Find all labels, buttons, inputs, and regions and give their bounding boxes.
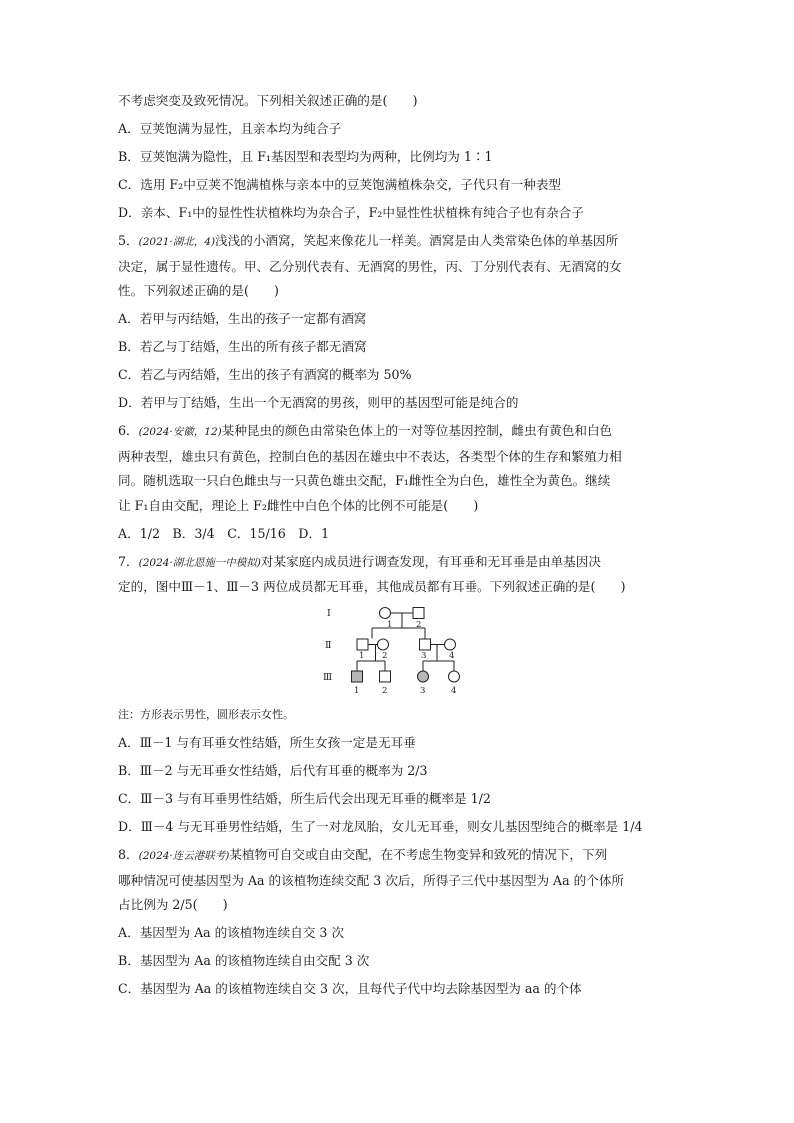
gen1-male-2 [413, 608, 424, 619]
q5-stem-line-2: 决定，属于显性遗传。甲、乙分别代表有、无酒窝的男性，丙、丁分别代表有、无酒窝的女 [118, 258, 622, 274]
q8-source: (2024·连云港联考) [138, 850, 230, 862]
q5-option-c: C．若乙与丙结婚，生出的孩子有酒窝的概率为 50% [118, 367, 412, 382]
gen-label-2: Ⅱ [325, 640, 332, 651]
gen2-female-2 [378, 639, 389, 650]
gen3-male-1-affected [352, 671, 363, 682]
q4-intro: 不考虑突变及致死情况。下列相关叙述正确的是( ) [118, 93, 418, 108]
document-page [118, 92, 688, 1008]
q6-stem-line-4: 让 F₁自由交配，理论上 F₂雌性中白色个体的比例不可能是( ) [118, 497, 479, 513]
q4-option-d: D．亲本、F₁中的显性性状植株均为杂合子，F₂中显性性状植株有纯合子也有杂合子 [118, 205, 584, 220]
q8-stem-line-3: 占比例为 2/5( ) [118, 897, 228, 912]
gen3-male-2 [380, 671, 391, 682]
q6-text-1: 某种昆虫的颜色由常染色体上的一对等位基因控制，雌虫有黄色和白色 [221, 423, 613, 438]
q5-number: 5． [118, 233, 139, 248]
q7-stem-line-2: 定的，图中Ⅲ－1、Ⅲ－3 两位成员都无耳垂，其他成员都有耳垂。下列叙述正确的是( ) [118, 579, 626, 594]
q6-options: A．1/2 B．3/4 C．15/16 D．1 [118, 525, 330, 541]
q7-text-1: 对某家庭内成员进行调查发现，有耳垂和无耳垂是由单基因决 [260, 553, 601, 569]
q5-stem-line-3: 性。下列叙述正确的是( ) [118, 283, 279, 298]
gen3-num-2: 2 [382, 686, 388, 696]
q7-option-d: D．Ⅲ－4 与无耳垂男性结婚，生了一对龙凤胎，女儿无耳垂，则女儿基因型纯合的概率是 1/4 [118, 819, 643, 834]
q6-stem-line-1 [118, 422, 688, 441]
gen-label-3: Ⅲ [323, 672, 333, 683]
gen1-num-2: 2 [416, 620, 422, 630]
q5-option-d: D．若甲与丁结婚，生出一个无酒窝的男孩，则甲的基因型可能是纯合的 [118, 395, 519, 410]
gen3-num-4: 4 [451, 686, 457, 696]
q8-option-c: C．基因型为 Aa 的该植物连续自交 3 次，且每代子代中均去除基因型为 aa 的个体 [118, 981, 582, 996]
gen1-num-1: 1 [387, 620, 393, 630]
q7-option-b: B．Ⅲ－2 与无耳垂女性结婚，后代有耳垂的概率为 2/3 [118, 763, 428, 778]
q6-source: (2024·安徽，12) [138, 426, 222, 438]
q7-option-a: A．Ⅲ－1 与有耳垂女性结婚，所生女孩一定是无耳垂 [118, 735, 416, 750]
q4-option-a: A．豆荚饱满为显性，且亲本均为纯合子 [118, 121, 342, 136]
gen2-num-1: 1 [359, 651, 365, 661]
q5-option-a: A．若甲与丙结婚，生出的孩子一定都有酒窝 [118, 311, 367, 326]
gen2-num-4: 4 [449, 651, 455, 661]
q4-option-c: C．选用 F₂中豆荚不饱满植株与亲本中的豆荚饱满植株杂交，子代只有一种表型 [118, 177, 562, 192]
pedigree-svg [323, 598, 467, 698]
q4-option-b: B．豆荚饱满为隐性，且 F₁基因型和表型均为两种，比例均为 1∶1 [118, 149, 493, 164]
q5-option-b: B．若乙与丁结婚，生出的所有孩子都无酒窝 [118, 339, 367, 354]
q6-number: 6． [118, 423, 139, 438]
q8-option-b: B．基因型为 Aa 的该植物连续自由交配 3 次 [118, 953, 370, 968]
q5-stem-line-1 [118, 232, 688, 251]
q7-stem-line-1 [118, 553, 688, 572]
gen2-male-3 [420, 639, 431, 650]
gen3-num-1: 1 [354, 686, 360, 696]
gen3-female-3-affected [418, 671, 429, 682]
q6-stem-line-2: 两种表型，雄虫只有黄色，控制白色的基因在雄虫中不表达，各类型个体的生存和繁殖力相 [118, 448, 622, 464]
gen2-female-4 [445, 639, 456, 650]
q8-stem-line-1 [118, 846, 688, 865]
q8-stem-line-2: 哪种情况可使基因型为 Aa 的该植物连续交配 3 次后，所得子三代中基因型为 Aa 的个体所 [118, 872, 625, 888]
gen-label-1: Ⅰ [327, 608, 331, 619]
q7-option-c: C．Ⅲ－3 与有耳垂男性结婚，所生后代会出现无耳垂的概率是 1/2 [118, 791, 491, 806]
gen3-female-4 [449, 671, 460, 682]
q8-option-a: A．基因型为 Aa 的该植物连续自交 3 次 [118, 925, 345, 940]
q8-number: 8． [118, 847, 139, 862]
gen2-male-1 [357, 639, 368, 650]
q5-source: (2021·湖北，4) [138, 236, 216, 248]
pedigree-chart [118, 598, 688, 702]
q8-text-1: 某植物可自交或自由交配，在不考虑生物变异和致死的情况下，下列 [229, 847, 608, 862]
gen3-num-3: 3 [420, 686, 426, 696]
gen2-num-2: 2 [382, 651, 388, 661]
gen1-female-1 [380, 608, 391, 619]
q5-text-1: 浅浅的小酒窝，笑起来像花儿一样美。酒窝是由人类常染色体的单基因所 [215, 233, 619, 248]
q6-stem-line-3: 同。随机选取一只白色雌虫与一只黄色雄虫交配，F₁雌性全为白色，雄性全为黄色。继续 [118, 473, 611, 488]
pedigree-note: 注：方形表示男性，圆形表示女性。 [118, 708, 294, 721]
gen2-num-3: 3 [421, 651, 427, 661]
q7-number: 7． [118, 553, 139, 569]
q7-source: (2024·湖北恩施一中模拟) [138, 556, 261, 569]
